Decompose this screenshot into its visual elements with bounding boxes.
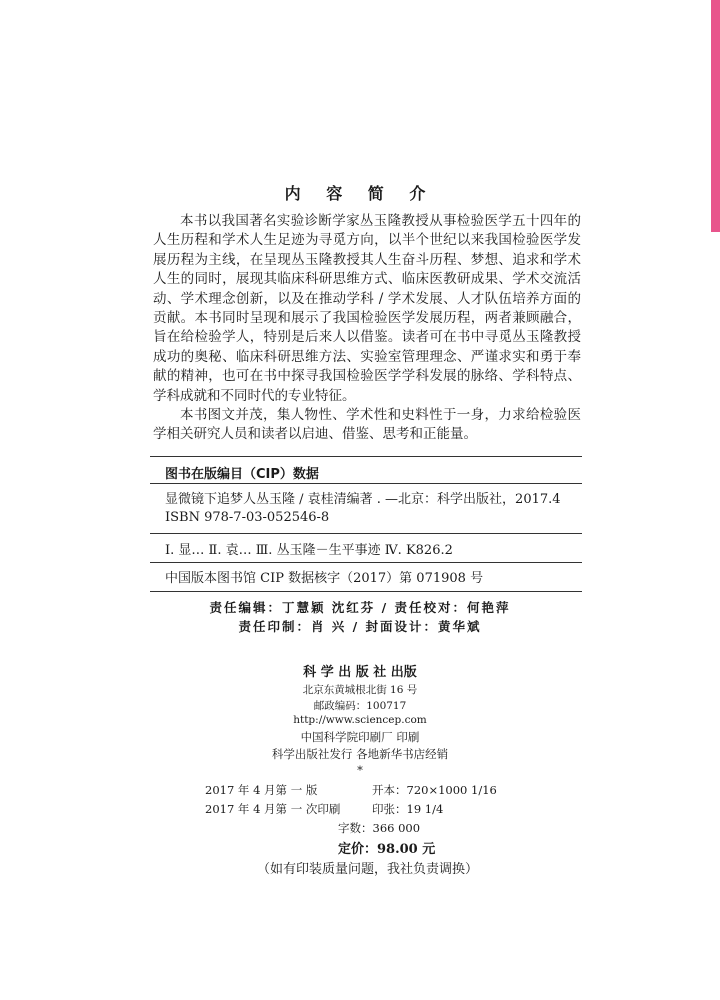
cip-heading-rule: [150, 483, 582, 484]
price-text: 定价：98.00 元: [338, 842, 436, 857]
staff-print-design: 责任印制：肖 兴 / 封面设计：黄华斌: [238, 619, 482, 634]
cip-heading: 图书在版编目（CIP）数据: [165, 467, 319, 482]
staff-editors: 责任编辑：丁慧颖 沈红芬 / 责任校对：何艳萍: [209, 600, 511, 615]
sheets-text: 印张：19 1/4: [372, 802, 444, 816]
quality-note: （如有印装质量问题，我社负责调换）: [257, 862, 479, 877]
page-title: 内 容 简 介: [284, 184, 436, 203]
edition-text: 2017 年 4 月第 一 版: [205, 783, 318, 797]
printer-line: 中国科学院印刷厂 印刷: [300, 730, 420, 744]
cip-approval: 中国版本图书馆 CIP 数据核字（2017）第 071908 号: [165, 571, 484, 586]
cip-rule-3: [150, 562, 582, 563]
intro-paragraph-2: 本书图文并茂，集人物性、学术性和史料性于一身，力求给检验医学相关研究人员和读者以启迪、借鉴、思考和正能量。: [153, 407, 581, 443]
printing-text: 2017 年 4 月第 一 次印刷: [205, 802, 341, 816]
intro-paragraph-1: 本书以我国著名实验诊断学家丛玉隆教授从事检验医学五十四年的人生历程和学术人生足迹为寻觅方向，以半个世纪以来我国检验医学发展历程为主线，在呈现丛玉隆教授其人生奋斗历程、梦想、追求和学术人生的同时，展现其临床科研思维方式、临床医教研成果、学术交流活动、学术理念创新，以及在推动学科 / 学术发展、人才队伍培养方面的贡献。本书同时呈现和展示了我国检验医学发展历程，两者兼顾融合，旨在给检验学人，特别是后来人以借鉴。读者可在书中寻觅丛玉隆教授成功的奥秘、临床科研思维方法、实验室管理理念、严谨求实和勇于奉献的精神，也可在书中探寻我国检验医学学科发展的脉络、学科特点、学科成就和不同时代的专业特征。: [153, 213, 581, 404]
separator-star: *: [357, 763, 363, 777]
publisher-address: 北京东黄城根北街 16 号: [302, 684, 418, 696]
cip-top-rule: [150, 456, 582, 457]
publisher-name: 科 学 出 版 社 出版: [303, 665, 417, 680]
distribution-line: 科学出版社发行 各地新华书店经销: [271, 747, 449, 761]
format-text: 开本：720×1000 1/16: [372, 783, 497, 797]
cip-rule-2: [150, 533, 582, 534]
cip-bottom-rule: [150, 591, 582, 592]
publisher-url: http://www.sciencep.com: [293, 714, 427, 726]
cip-record: 显微镜下追梦人丛玉隆 / 袁桂清编著 . —北京：科学出版社，2017.4: [165, 492, 561, 507]
cip-isbn: ISBN 978-7-03-052546-8: [165, 510, 330, 525]
publisher-postcode: 邮政编码：100717: [313, 700, 407, 712]
word-count: 字数：366 000: [338, 821, 421, 835]
cip-classification: Ⅰ. 显… Ⅱ. 袁… Ⅲ. 丛玉隆－生平事迹 Ⅳ. K826.2: [165, 543, 453, 558]
intro-text: [153, 212, 581, 445]
